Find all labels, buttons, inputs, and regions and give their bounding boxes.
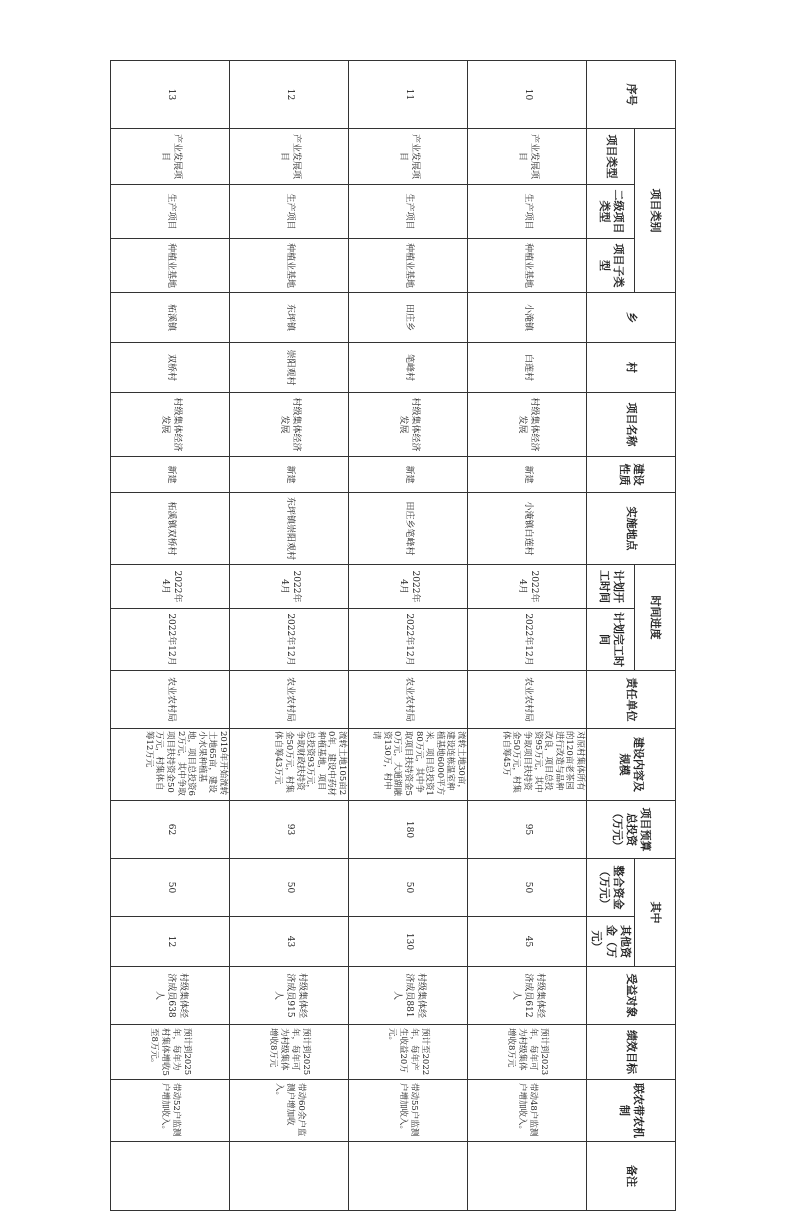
- cell-build-nature: 新建: [349, 457, 468, 493]
- cell-location: 田庄乡笔峰村: [349, 493, 468, 565]
- cell-cat-sub: 种植业基地: [349, 239, 468, 293]
- cell-mechanism: 带动55户监测户增加收入。: [349, 1080, 468, 1142]
- table-row: [468, 61, 587, 1211]
- cell-build-nature: 新建: [468, 457, 587, 493]
- cell-plan-start: 2022年4月: [230, 565, 349, 609]
- cell-other-funds: 130: [349, 917, 468, 967]
- header-budget: 项目预算总投资（万元）: [587, 801, 676, 859]
- cell-seq: 12: [230, 61, 349, 129]
- cell-cat-sub: 种植业基地: [468, 239, 587, 293]
- cell-performance: 预计到2025年，每年为村集体增收5至8万元。: [111, 1025, 230, 1080]
- cell-township: 小淹镇: [468, 293, 587, 343]
- cell-cat-l1: 产业发展项目: [468, 129, 587, 185]
- header-plan-finish: 计划完工时间: [587, 609, 635, 671]
- cell-other-funds: 43: [230, 917, 349, 967]
- cell-plan-start: 2022年4月: [111, 565, 230, 609]
- cell-integrated-funds: 50: [230, 859, 349, 917]
- cell-project-name: 村级集体经济发展: [349, 393, 468, 457]
- cell-responsible: 农业农村局: [230, 671, 349, 729]
- cell-beneficiary: 村级集体经济成员915人: [230, 967, 349, 1025]
- cell-project-name: 村级集体经济发展: [468, 393, 587, 457]
- header-remarks: 备注: [587, 1142, 676, 1211]
- table-row: [111, 61, 230, 1211]
- cell-responsible: 农业农村局: [111, 671, 230, 729]
- cell-township: 柘溪镇: [111, 293, 230, 343]
- cell-township: 东坪镇: [230, 293, 349, 343]
- cell-mechanism: 带动60余户监测户增加收入。: [230, 1080, 349, 1142]
- cell-cat-l2: 生产项目: [349, 185, 468, 239]
- cell-plan-start: 2022年4月: [468, 565, 587, 609]
- cell-remarks: [349, 1142, 468, 1211]
- cell-cat-l2: 生产项目: [111, 185, 230, 239]
- cell-cat-l1: 产业发展项目: [349, 129, 468, 185]
- header-seq: 序号: [587, 61, 676, 129]
- table-row: [230, 61, 349, 1211]
- header-performance: 绩效目标: [587, 1025, 676, 1080]
- cell-location: 柘溪镇双桥村: [111, 493, 230, 565]
- cell-cat-sub: 种植业基地: [230, 239, 349, 293]
- cell-beneficiary: 村级集体经济成员881人: [349, 967, 468, 1025]
- cell-performance: 预计到2025年，每年可为村级集体增收8万元: [230, 1025, 349, 1080]
- header-mechanism: 联农带农机制: [587, 1080, 676, 1142]
- cell-village: 白莲村: [468, 343, 587, 393]
- cell-plan-start: 2022年4月: [349, 565, 468, 609]
- cell-budget: 93: [230, 801, 349, 859]
- cell-seq: 11: [349, 61, 468, 129]
- cell-plan-finish: 2022年12月: [468, 609, 587, 671]
- cell-plan-finish: 2022年12月: [111, 609, 230, 671]
- cell-responsible: 农业农村局: [468, 671, 587, 729]
- cell-village: 笔峰村: [349, 343, 468, 393]
- header-plan-start: 计划开工时间: [587, 565, 635, 609]
- cell-content: 流转土地30亩，建设连栋温室种植基地6000平方米，项目总投资180万元，其中争取项目扶持资金50万元，大通湖融资130万，村申请: [349, 729, 468, 801]
- cell-cat-l1: 产业发展项目: [111, 129, 230, 185]
- header-project-name: 项目名称: [587, 393, 676, 457]
- cell-location: 小淹镇白莲村: [468, 493, 587, 565]
- cell-remarks: [111, 1142, 230, 1211]
- header-cat-l1: 项目类型: [587, 129, 635, 185]
- cell-build-nature: 新建: [230, 457, 349, 493]
- header-build-nature: 建设性质: [587, 457, 676, 493]
- header-row-1: [635, 61, 676, 1211]
- cell-cat-sub: 种植业基地: [111, 239, 230, 293]
- cell-other-funds: 45: [468, 917, 587, 967]
- project-table: [110, 60, 676, 1211]
- cell-content: 流转土地105亩20年，建设中药材种植基地，项目总投资93万元，争取财政扶持资金50万元，村集体自筹43万元: [230, 729, 349, 801]
- cell-build-nature: 新建: [111, 457, 230, 493]
- cell-cat-l1: 产业发展项目: [230, 129, 349, 185]
- header-cat-l2: 二级项目类型: [587, 185, 635, 239]
- cell-seq: 13: [111, 61, 230, 129]
- header-location: 实施地点: [587, 493, 676, 565]
- header-cat-sub: 项目子类型: [587, 239, 635, 293]
- cell-remarks: [468, 1142, 587, 1211]
- cell-budget: 95: [468, 801, 587, 859]
- cell-beneficiary: 村级集体经济成员612人: [468, 967, 587, 1025]
- cell-integrated-funds: 50: [349, 859, 468, 917]
- header-of-which: 其中: [635, 859, 676, 967]
- header-integrated-funds: 整合资金（万元）: [587, 859, 635, 917]
- header-township: 乡: [587, 293, 676, 343]
- cell-beneficiary: 村级集体经济成员638人: [111, 967, 230, 1025]
- table-row: [349, 61, 468, 1211]
- cell-other-funds: 12: [111, 917, 230, 967]
- cell-budget: 62: [111, 801, 230, 859]
- cell-responsible: 农业农村局: [349, 671, 468, 729]
- header-other-funds: 其他资金（万元）: [587, 917, 635, 967]
- header-responsible: 责任单位: [587, 671, 676, 729]
- cell-location: 东坪镇崇阳观村: [230, 493, 349, 565]
- cell-project-name: 村级集体经济发展: [111, 393, 230, 457]
- cell-mechanism: 带动48户监测户增加收入。: [468, 1080, 587, 1142]
- cell-integrated-funds: 50: [468, 859, 587, 917]
- project-table-sheet: [73, 60, 676, 1187]
- cell-cat-l2: 生产项目: [230, 185, 349, 239]
- cell-village: 崇阳观村: [230, 343, 349, 393]
- cell-mechanism: 带动52户监测户增加收入。: [111, 1080, 230, 1142]
- cell-performance: 预计至2022年，每年产生收益20万元。: [349, 1025, 468, 1080]
- cell-integrated-funds: 50: [111, 859, 230, 917]
- header-content: 建设内容及规模: [587, 729, 676, 801]
- cell-budget: 180: [349, 801, 468, 859]
- cell-township: 田庄乡: [349, 293, 468, 343]
- cell-plan-finish: 2022年12月: [230, 609, 349, 671]
- header-schedule-group: 时间进度: [635, 565, 676, 671]
- cell-content: 2019年开始流转土地65亩，建设小水果种植基地，项目总投资62万元，其中争取项目扶持资金50万元，村集体自筹12万元: [111, 729, 230, 801]
- header-beneficiary: 受益对象: [587, 967, 676, 1025]
- cell-cat-l2: 生产项目: [468, 185, 587, 239]
- cell-village: 双桥村: [111, 343, 230, 393]
- cell-seq: 10: [468, 61, 587, 129]
- cell-remarks: [230, 1142, 349, 1211]
- cell-content: 对原村集体所有的120亩老茶园进行改造与品种改良，项目总投资95万元，其中争取项目扶持资金50万元，村集体自筹45万: [468, 729, 587, 801]
- header-category-group: 项目类别: [635, 129, 676, 293]
- cell-performance: 预计到2023年，每年可为村级集体增收8万元: [468, 1025, 587, 1080]
- cell-plan-finish: 2022年12月: [349, 609, 468, 671]
- header-village: 村: [587, 343, 676, 393]
- cell-project-name: 村级集体经济发展: [230, 393, 349, 457]
